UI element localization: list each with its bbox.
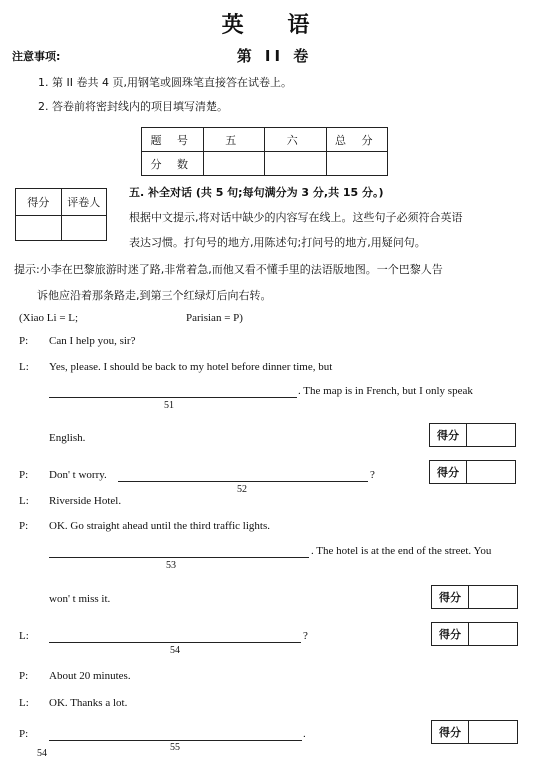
score-box-label: 得分 xyxy=(432,586,469,608)
section-instruction: 表达习惯。打句号的地方,用陈述句;打问号的地方,用疑问句。 xyxy=(129,236,426,249)
dialogue-line: won' t miss it. xyxy=(49,593,111,605)
dialogue-line: Riverside Hotel. xyxy=(49,495,122,507)
dialogue-line: . The map is in French, but I only speak xyxy=(298,385,473,397)
score-box-entry[interactable] xyxy=(467,424,515,446)
answer-blank-52[interactable] xyxy=(118,481,368,482)
speaker-label: P: xyxy=(19,520,29,532)
speaker-label: P: xyxy=(19,335,29,347)
score-table-cell: 题 号 xyxy=(142,128,204,152)
score-table-cell: 总 分 xyxy=(326,128,388,152)
speaker-label: P: xyxy=(19,469,29,481)
blank-number: 52 xyxy=(237,484,247,495)
score-box-entry[interactable] xyxy=(469,586,517,608)
page-title: 英 语 xyxy=(221,13,328,38)
dialogue-line: OK. Thanks a lot. xyxy=(49,697,128,709)
score-box xyxy=(429,460,516,484)
dialogue-punctuation: ? xyxy=(303,630,308,642)
answer-blank-54[interactable] xyxy=(49,642,301,643)
blank-number: 53 xyxy=(166,560,176,571)
speaker-label: L: xyxy=(19,630,29,642)
notes-heading: 注意事项: xyxy=(12,50,61,63)
grader-score-entry[interactable] xyxy=(16,216,62,241)
dialogue-line: English. xyxy=(49,432,86,444)
dialogue-line: Yes, please. I should be back to my hotel before dinner time, but xyxy=(49,361,333,373)
blank-number: 55 xyxy=(170,742,180,753)
dialogue-punctuation: ? xyxy=(370,469,375,481)
score-table xyxy=(141,127,388,176)
score-box-label: 得分 xyxy=(430,461,467,483)
dialogue-punctuation: . xyxy=(303,728,306,740)
score-box xyxy=(431,720,518,744)
speaker-label: L: xyxy=(19,495,29,507)
answer-blank-53[interactable] xyxy=(49,557,309,558)
volume-title: 第 II 卷 xyxy=(236,47,313,65)
grader-name-entry[interactable] xyxy=(61,216,107,241)
note-item: 1. 第 II 卷共 4 页,用钢笔或圆珠笔直接答在试卷上。 xyxy=(38,76,292,89)
score-entry-cell[interactable] xyxy=(265,152,327,176)
dialogue-line: Don' t worry. xyxy=(49,469,107,481)
section-title: 五. 补全对话 (共 5 句;每句满分为 3 分,共 15 分。) xyxy=(129,186,384,199)
score-table-cell: 分 数 xyxy=(142,152,204,176)
blank-number: 54 xyxy=(170,645,180,656)
score-entry-cell[interactable] xyxy=(203,152,265,176)
role-definition: (Xiao Li = L; xyxy=(19,312,79,324)
hint-text: 提示:小李在巴黎旅游时迷了路,非常着急,而他又看不懂手里的法语版地图。一个巴黎人告 xyxy=(14,263,443,276)
score-box-label: 得分 xyxy=(432,623,469,645)
score-box-entry[interactable] xyxy=(469,623,517,645)
answer-blank-51[interactable] xyxy=(49,397,297,398)
answer-blank-55[interactable] xyxy=(49,740,302,741)
score-box-label: 得分 xyxy=(432,721,469,743)
score-box-entry[interactable] xyxy=(469,721,517,743)
score-table-cell: 六 xyxy=(265,128,327,152)
speaker-label: L: xyxy=(19,697,29,709)
speaker-label: L: xyxy=(19,361,29,373)
section-instruction: 根据中文提示,将对话中缺少的内容写在线上。这些句子必须符合英语 xyxy=(129,211,463,224)
dialogue-line: . The hotel is at the end of the street. You xyxy=(311,545,492,557)
role-definition: Parisian = P) xyxy=(186,312,243,324)
grader-score-label: 得分 xyxy=(16,189,62,216)
score-box-entry[interactable] xyxy=(467,461,515,483)
score-box xyxy=(431,585,518,609)
dialogue-line: OK. Go straight ahead until the third traffic lights. xyxy=(49,520,270,532)
speaker-label: P: xyxy=(19,728,29,740)
score-table-cell: 五 xyxy=(203,128,265,152)
speaker-label: P: xyxy=(19,670,29,682)
dialogue-line: About 20 minutes. xyxy=(49,670,131,682)
score-box xyxy=(431,622,518,646)
grader-table xyxy=(15,188,107,241)
score-entry-cell[interactable] xyxy=(326,152,388,176)
score-box-label: 得分 xyxy=(430,424,467,446)
dialogue-line: Can I help you, sir? xyxy=(49,335,136,347)
score-box xyxy=(429,423,516,447)
grader-name-label: 评卷人 xyxy=(61,189,107,216)
note-item: 2. 答卷前将密封线内的项目填写清楚。 xyxy=(38,100,228,113)
hint-text: 诉他应沿着那条路走,到第三个红绿灯后向右转。 xyxy=(37,289,272,302)
page-number: 54 xyxy=(37,748,47,759)
blank-number: 51 xyxy=(164,400,174,411)
